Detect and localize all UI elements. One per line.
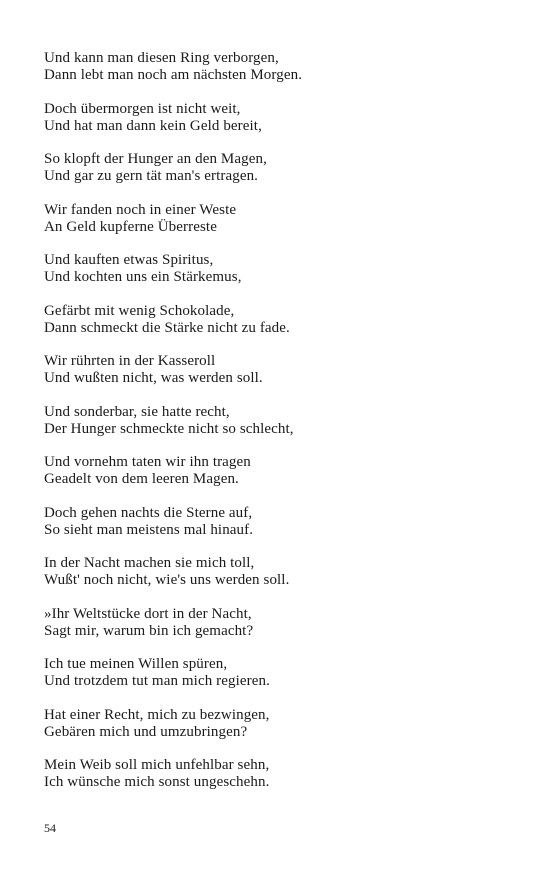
page-number: 54 <box>44 821 56 835</box>
poem-line: Sagt mir, warum bin ich gemacht? <box>44 622 254 639</box>
poem-line: Und kauften etwas Spiritus, <box>44 252 214 268</box>
poem-line: Doch gehen nachts die Sterne auf, <box>44 504 253 521</box>
poem-line: Und gar zu gern tät man's ertragen. <box>44 168 259 184</box>
stanza-12 <box>44 606 524 640</box>
stanza-8 <box>44 404 524 438</box>
stanza-4 <box>44 202 524 236</box>
stanza-3 <box>44 151 524 185</box>
stanza-10 <box>44 505 524 539</box>
poem-line: Und sonderbar, sie hatte recht, <box>44 403 230 420</box>
poem-line: So klopft der Hunger an den Magen, <box>44 151 267 167</box>
poem-line: Und hat man dann kein Geld bereit, <box>44 117 262 134</box>
stanza-9 <box>44 454 524 488</box>
poem-line: Ich tue meinen Willen spüren, <box>44 656 228 672</box>
poem-line: Geadelt von dem leeren Magen. <box>44 471 239 487</box>
poem-line: Der Hunger schmeckte nicht so schlecht, <box>44 420 294 437</box>
poem-line: Ich wünsche mich sonst ungeschehn. <box>44 774 270 790</box>
poem-line: Dann schmeckt die Stärke nicht zu fade. <box>44 319 290 336</box>
stanza-13 <box>44 656 524 690</box>
poem-line: Und trotzdem tut man mich regieren. <box>44 673 270 689</box>
stanza-5 <box>44 252 524 286</box>
stanza-7 <box>44 353 524 387</box>
stanza-1 <box>44 50 524 84</box>
stanza-14 <box>44 707 524 741</box>
poem-line: Hat einer Recht, mich zu bezwingen, <box>44 706 270 723</box>
stanza-2 <box>44 101 524 135</box>
poem-line: Gebären mich und umzubringen? <box>44 723 248 740</box>
poem-line: Und vornehm taten wir ihn tragen <box>44 454 251 470</box>
poem-line: An Geld kupferne Überreste <box>44 218 217 235</box>
poem-line: Wir fanden noch in einer Weste <box>44 201 237 218</box>
poem-line: Wußt' noch nicht, wie's uns werden soll. <box>44 572 290 588</box>
stanza-11 <box>44 555 524 589</box>
poem-line: Doch übermorgen ist nicht weit, <box>44 100 241 117</box>
poem-line: Und wußten nicht, was werden soll. <box>44 370 263 386</box>
poem-line: In der Nacht machen sie mich toll, <box>44 555 255 571</box>
poem-line: Mein Weib soll mich unfehlbar sehn, <box>44 757 270 773</box>
poem-line: Wir rührten in der Kasseroll <box>44 353 216 369</box>
poem-line: »Ihr Weltstücke dort in der Nacht, <box>44 605 252 622</box>
poem-line: Und kann man diesen Ring verborgen, <box>44 50 279 66</box>
stanza-15 <box>44 757 524 791</box>
poem-line: Gefärbt mit wenig Schokolade, <box>44 302 235 319</box>
stanza-6 <box>44 303 524 337</box>
poem-text <box>44 50 524 808</box>
poem-line: So sieht man meistens mal hinauf. <box>44 521 254 538</box>
poem-line: Dann lebt man noch am nächsten Morgen. <box>44 67 303 83</box>
poem-line: Und kochten uns ein Stärkemus, <box>44 269 242 285</box>
